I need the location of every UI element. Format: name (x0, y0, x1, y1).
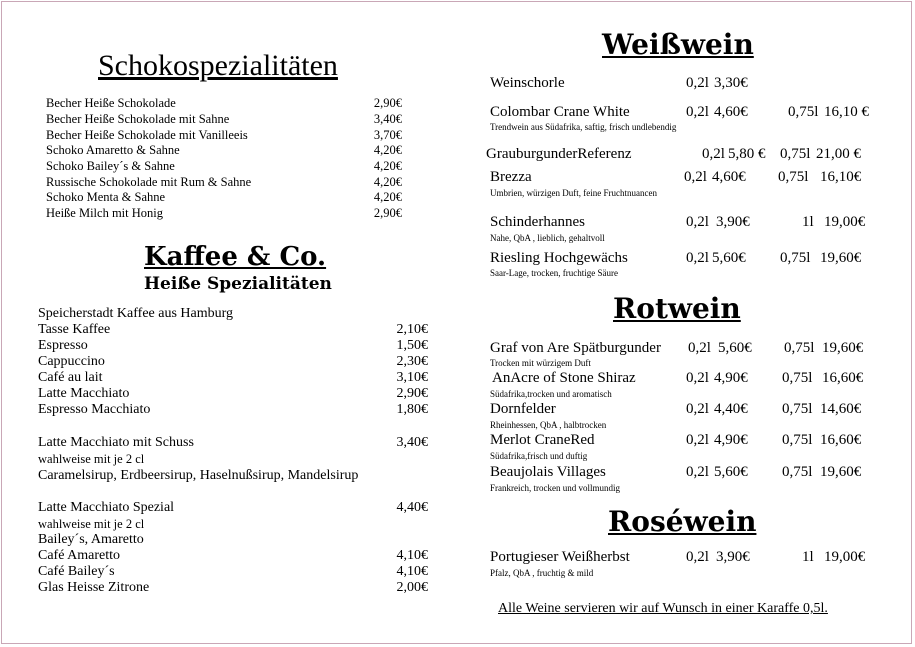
wine-price1: 5,60€ (712, 250, 746, 266)
choco-item-price: 4,20€ (373, 143, 402, 157)
wine-price2: 19,00€ (824, 549, 866, 565)
wine-name: Merlot CraneRed (490, 432, 595, 448)
wine-price2: 19,00€ (824, 214, 866, 230)
choco-item-name: Schoko Menta & Sahne (46, 190, 166, 204)
wine-desc: Rheinhessen, QbA , halbtrocken (490, 420, 607, 430)
coffee-price: 2,00€ (396, 580, 428, 595)
wine-desc: Südafrika,frisch und duftig (490, 451, 588, 461)
wine-desc: Frankreich, trocken und vollmundig (490, 483, 620, 493)
coffee-line: Tasse Kaffee (38, 322, 111, 337)
wine-size2: 0,75l (782, 464, 813, 480)
wine-name: Portugieser Weißherbst (490, 549, 630, 565)
weisswein-title: Weißwein (602, 28, 754, 61)
coffee-line: wahlweise mit je 2 cl (38, 517, 145, 531)
rotwein-title: Rotwein (613, 292, 741, 325)
wine-size2: 0,75l (788, 104, 819, 120)
wine-desc: Trendwein aus Südafrika, saftig, frisch undlebendig (490, 122, 677, 132)
wine-name: GrauburgunderReferenz (486, 146, 632, 162)
wine-size1: 0,2l (686, 104, 709, 120)
coffee-price: 3,10€ (396, 370, 428, 385)
wine-name: Brezza (490, 169, 532, 185)
wine-size1: 0,2l (686, 250, 709, 266)
wine-price2: 19,60€ (820, 250, 862, 266)
coffee-line: Speicherstadt Kaffee aus Hamburg (38, 306, 234, 321)
coffee-line: Caramelsirup, Erdbeersirup, Haselnußsirup, Mandelsirup (38, 468, 359, 483)
wine-price2: 19,60€ (822, 340, 864, 356)
choco-item-price: 3,40€ (373, 112, 402, 126)
wine-price1: 4,90€ (714, 370, 748, 386)
wine-desc: Saar-Lage, trocken, fruchtige Säure (490, 268, 619, 278)
coffee-title: Kaffee & Co. (144, 242, 327, 272)
choco-item-price: 4,20€ (373, 175, 402, 189)
choco-item-price: 4,20€ (373, 159, 402, 173)
wine-desc: Umbrien, würzigen Duft, feine Fruchtnuancen (490, 188, 657, 198)
wine-price2: 21,00 € (816, 146, 861, 162)
coffee-price: 1,50€ (396, 338, 428, 353)
coffee-line: Bailey´s, Amaretto (38, 532, 144, 547)
wine-name: Colombar Crane White (490, 104, 630, 120)
wine-price1: 5,80 € (728, 146, 766, 162)
wine-price1: 3,90€ (716, 214, 750, 230)
wine-price1: 4,60€ (714, 104, 748, 120)
wine-price1: 4,40€ (714, 401, 748, 417)
choco-item-name: Russische Schokolade mit Rum & Sahne (46, 175, 252, 189)
coffee-price: 4,40€ (396, 500, 428, 515)
wine-size2: 0,75l (780, 146, 811, 162)
choco-item-name: Becher Heiße Schokolade mit Vanilleeis (46, 128, 248, 142)
wine-size2: 1l (802, 214, 814, 230)
wine-name: Riesling Hochgewächs (490, 250, 628, 266)
coffee-line: Café au lait (38, 370, 103, 385)
wine-name: Dornfelder (490, 401, 556, 417)
wine-name: Beaujolais Villages (490, 464, 606, 480)
wine-size2: 0,75l (784, 340, 815, 356)
coffee-price: 2,90€ (396, 386, 428, 401)
wine-size2: 0,75l (782, 401, 813, 417)
rosewein-title: Roséwein (608, 505, 757, 538)
carafe-note: Alle Weine servieren wir auf Wunsch in einer Karaffe 0,5l. (498, 601, 828, 616)
wine-size2: 1l (802, 549, 814, 565)
wine-name: Schinderhannes (490, 214, 585, 230)
wine-price1: 5,60€ (714, 464, 748, 480)
wine-size1: 0,2l (686, 549, 709, 565)
coffee-price: 4,10€ (396, 564, 428, 579)
wine-size1: 0,2l (686, 464, 709, 480)
wine-desc: Nahe, QbA , lieblich, gehaltvoll (490, 233, 605, 243)
choco-item-name: Becher Heiße Schokolade (46, 96, 176, 110)
coffee-line: Latte Macchiato Spezial (38, 500, 175, 515)
coffee-price: 2,10€ (396, 322, 428, 337)
coffee-line: Latte Macchiato (38, 386, 130, 401)
choco-item-price: 2,90€ (373, 206, 402, 220)
wine-size1: 0,2l (686, 370, 709, 386)
wine-size1: 0,2l (702, 146, 725, 162)
choco-item-price: 3,70€ (373, 128, 402, 142)
wine-desc: Pfalz, QbA , fruchtig & mild (490, 568, 594, 578)
coffee-line: Latte Macchiato mit Schuss (38, 435, 194, 450)
wine-desc: Trocken mit würzigem Duft (490, 358, 591, 368)
wine-price1: 4,90€ (714, 432, 748, 448)
wine-price2: 19,60€ (820, 464, 862, 480)
wine-size2: 0,75l (780, 250, 811, 266)
coffee-price: 2,30€ (396, 354, 428, 369)
coffee-line: Café Bailey´s (38, 564, 115, 579)
wine-name: Graf von Are Spätburgunder (490, 340, 661, 356)
coffee-price: 1,80€ (396, 402, 428, 417)
coffee-line: Café Amaretto (38, 548, 121, 563)
wine-size2: 0,75l (782, 432, 813, 448)
wine-name: Weinschorle (490, 75, 565, 91)
choco-title: Schokospezialitäten (98, 49, 338, 82)
coffee-price: 4,10€ (396, 548, 428, 563)
choco-item-price: 2,90€ (373, 96, 402, 110)
wine-size1: 0,2l (684, 169, 707, 185)
choco-item-name: Schoko Bailey´s & Sahne (46, 159, 175, 173)
wine-name: AnAcre of Stone Shiraz (492, 370, 636, 386)
choco-item-name: Schoko Amaretto & Sahne (46, 143, 180, 157)
wine-price2: 16,60€ (822, 370, 864, 386)
wine-size1: 0,2l (686, 75, 709, 91)
choco-item-name: Heiße Milch mit Honig (46, 206, 163, 220)
wine-price1: 3,90€ (716, 549, 750, 565)
choco-item-name: Becher Heiße Schokolade mit Sahne (46, 112, 230, 126)
wine-price2: 14,60€ (820, 401, 862, 417)
wine-size1: 0,2l (686, 214, 709, 230)
menu-page (1, 1, 912, 644)
wine-size1: 0,2l (688, 340, 711, 356)
wine-price2: 16,60€ (820, 432, 862, 448)
wine-price1: 5,60€ (718, 340, 752, 356)
wine-price1: 3,30€ (714, 75, 748, 91)
coffee-line: wahlweise mit je 2 cl (38, 452, 145, 466)
choco-item-price: 4,20€ (373, 190, 402, 204)
wine-size2: 0,75l (778, 169, 809, 185)
wine-price1: 4,60€ (712, 169, 746, 185)
wine-price2: 16,10 € (824, 104, 869, 120)
coffee-price: 3,40€ (396, 435, 428, 450)
wine-desc: Südafrika,trocken und aromatisch (490, 389, 612, 399)
coffee-line: Glas Heisse Zitrone (38, 580, 150, 595)
coffee-line: Espresso (38, 338, 88, 353)
wine-size1: 0,2l (686, 432, 709, 448)
coffee-line: Cappuccino (38, 354, 105, 369)
coffee-subtitle: Heiße Spezialitäten (144, 274, 332, 294)
wine-size1: 0,2l (686, 401, 709, 417)
coffee-line: Espresso Macchiato (38, 402, 151, 417)
wine-size2: 0,75l (782, 370, 813, 386)
wine-price2: 16,10€ (820, 169, 862, 185)
